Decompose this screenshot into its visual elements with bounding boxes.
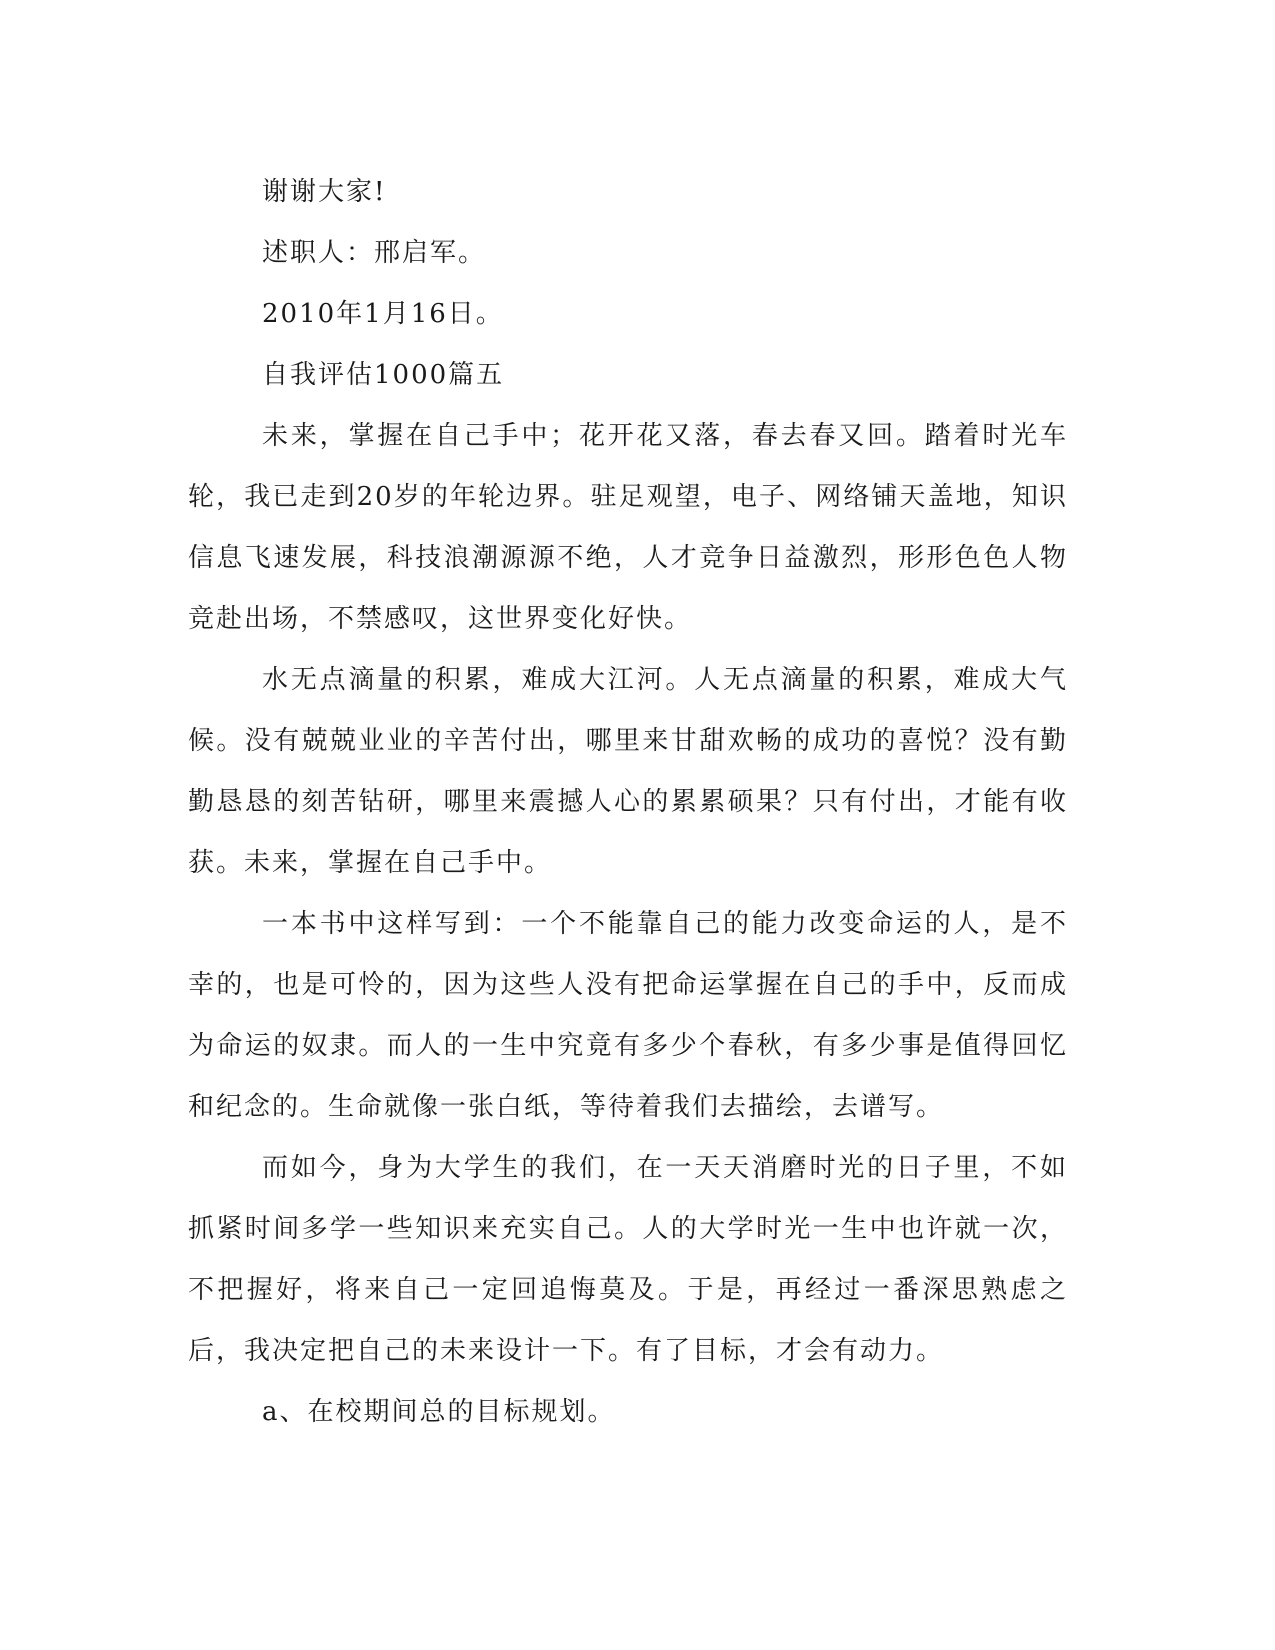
reporter-signature: 述职人：邢启军。 xyxy=(262,238,487,268)
closing-thanks: 谢谢大家! xyxy=(262,177,387,207)
body-paragraph: 未来，掌握在自己手中；花开花又落，春去春又回。踏着时光车轮，我已走到20岁的年轮边界。驻足观望，电子、网络铺天盖地，知识信息飞速发展，科技浪潮源源不绝，人才竞争日益激烈，形形色色人物竞赴出场，不禁感叹，这世界变化好快。 xyxy=(188,421,1068,634)
list-item-heading: a、在校期间总的目标规划。 xyxy=(262,1397,616,1427)
body-paragraph: 而如今，身为大学生的我们，在一天天消磨时光的日子里，不如抓紧时间多学一些知识来充实自己。人的大学时光一生中也许就一次，不把握好，将来自己一定回追悔莫及。于是，再经过一番深思熟虑之后，我决定把自己的未来设计一下。有了目标，才会有动力。 xyxy=(188,1153,1068,1366)
body-paragraph: 水无点滴量的积累，难成大江河。人无点滴量的积累，难成大气候。没有兢兢业业的辛苦付出，哪里来甘甜欢畅的成功的喜悦？没有勤勤恳恳的刻苦钻研，哪里来震撼人心的累累硕果？只有付出，才能有收获。未来，掌握在自己手中。 xyxy=(188,665,1068,878)
document-body xyxy=(188,162,1068,1443)
body-paragraph: 一本书中这样写到：一个不能靠自己的能力改变命运的人，是不幸的，也是可怜的，因为这些人没有把命运掌握在自己的手中，反而成为命运的奴隶。而人的一生中究竟有多少个春秋，有多少事是值得回忆和纪念的。生命就像一张白纸，等待着我们去描绘，去谱写。 xyxy=(188,909,1068,1122)
report-date: 2010年1月16日。 xyxy=(262,299,504,329)
section-heading: 自我评估1000篇五 xyxy=(262,360,505,390)
